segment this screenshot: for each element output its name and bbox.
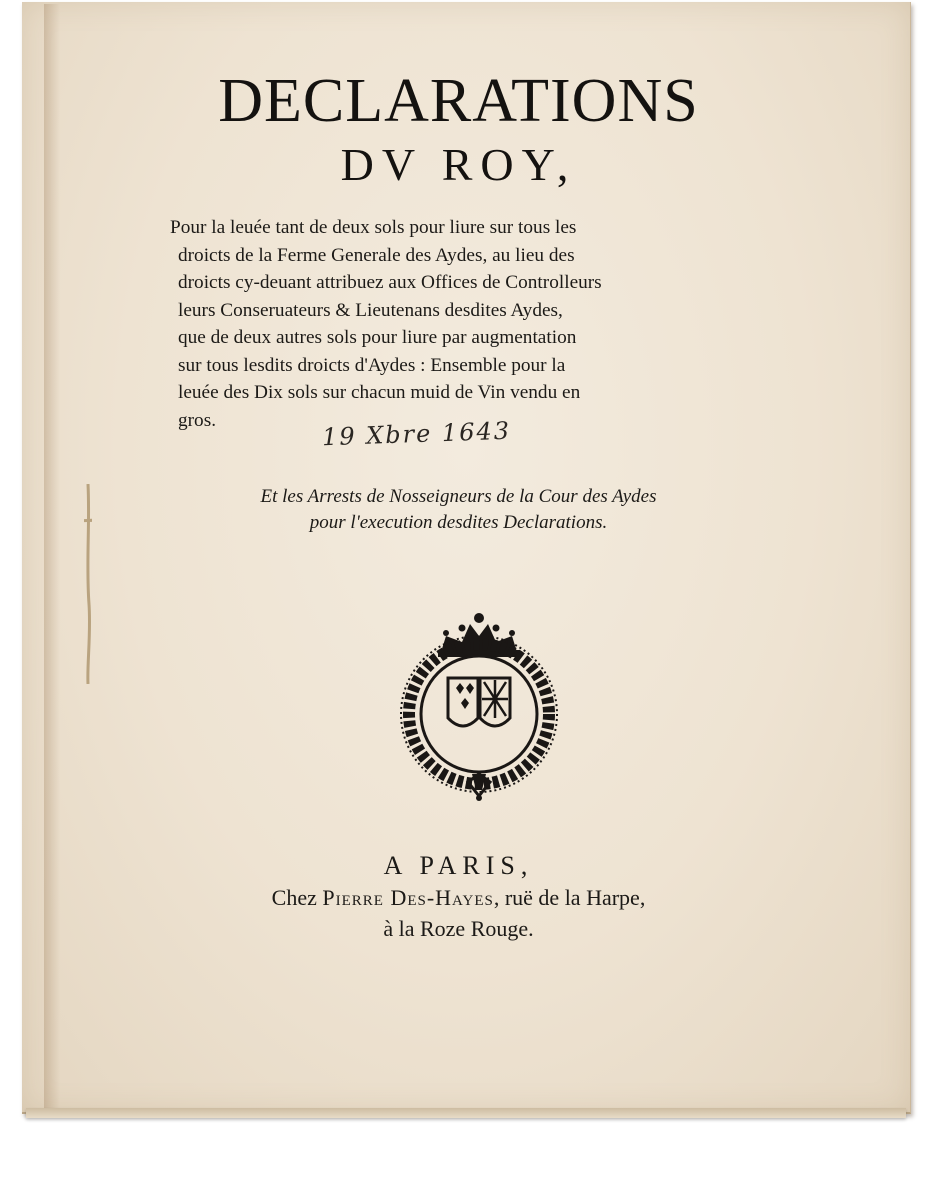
body-line: Pour la leuée tant de deux sols pour liure sur tous les [170, 217, 577, 238]
royal-coat-of-arms-icon [396, 606, 562, 802]
body-line: leuée des Dix sols sur chacun muid de Vin vendu en [178, 382, 581, 403]
body-line: leurs Conseruateurs & Lieutenans desdites Aydes, [178, 299, 563, 321]
page-bottom-edge [26, 1108, 906, 1118]
imprint-printer-line [22, 882, 895, 913]
arrests-line: pour l'execution desdites Declarations. [309, 512, 608, 533]
body-line: droicts cy-deuant attribuez aux Offices de Controlleurs [178, 272, 602, 293]
body-line: sur tous lesdits droicts d'Aydes : Ensemble pour la [178, 354, 566, 376]
printer-name: Pierre Des-Hayes [322, 885, 494, 910]
title-line-1: DECLARATIONS [218, 67, 699, 135]
body-text [170, 214, 753, 434]
imprint-sign: à la Roze Rouge. [383, 916, 534, 941]
body-line: gros. [178, 409, 217, 431]
arrests-line: Et les Arrests de Nosseigneurs de la Cour des Aydes [260, 486, 657, 507]
imprint-chez: Chez [271, 885, 317, 910]
handwritten-date: 19 Xbre 1643 [321, 416, 512, 452]
body-line: que de deux autres sols pour liure par augmentation [178, 327, 577, 348]
body-line: droicts de la Ferme Generale des Aydes, au lieu des [178, 244, 575, 266]
document-page [22, 2, 911, 1114]
arrests-text [22, 484, 895, 536]
imprint-address: , ruë de la Harpe, [493, 885, 646, 910]
imprint [22, 850, 895, 944]
imprint-city: A PARIS, [383, 851, 534, 880]
title-line-2: DV ROY, [340, 139, 577, 190]
